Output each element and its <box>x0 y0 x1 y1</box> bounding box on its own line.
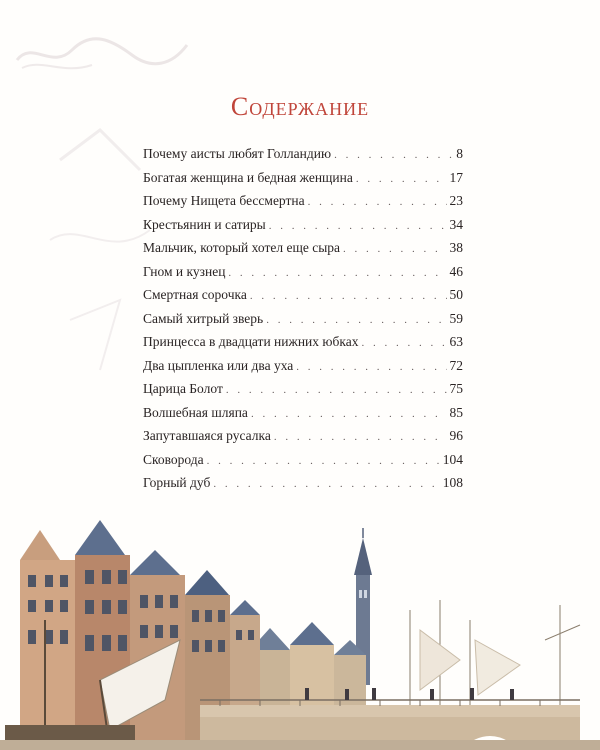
toc-entry <box>143 240 463 264</box>
toc-page-number: 104 <box>442 451 463 467</box>
toc-page-number: 108 <box>442 475 463 490</box>
toc-entry-title: Волшебная шляпа <box>143 404 248 420</box>
toc-entry-title: Богатая женщина и бедная женщина <box>143 169 353 185</box>
toc-entry-title: Мальчик, который хотел еще сыра <box>143 240 341 255</box>
toc-entry-title: Два цыпленка или два уха <box>143 357 294 373</box>
toc-page-number: 72 <box>449 357 463 373</box>
toc-dot-leader <box>250 290 447 302</box>
toc-dot-leader <box>251 408 447 420</box>
faint-ornament <box>12 20 192 80</box>
toc-entry-title: Смертная сорочка <box>143 287 247 302</box>
toc-entry <box>143 405 463 429</box>
toc-entry <box>143 381 463 405</box>
toc-dot-leader <box>308 196 447 208</box>
toc-dot-leader <box>343 243 446 255</box>
toc-dot-leader <box>228 267 446 279</box>
toc-entry <box>143 193 463 217</box>
toc-dot-leader <box>361 337 446 349</box>
toc-dot-leader <box>226 384 447 396</box>
table-of-contents <box>143 146 463 499</box>
toc-entry-title: Гном и кузнец <box>143 263 226 279</box>
toc-page-number: 23 <box>449 193 463 208</box>
toc-entry <box>143 452 463 476</box>
toc-dot-leader <box>356 173 447 185</box>
toc-entry-title: Сковорода <box>143 451 204 467</box>
toc-entry <box>143 146 463 170</box>
toc-dot-leader <box>269 220 447 232</box>
toc-dot-leader <box>274 431 447 443</box>
toc-dot-leader <box>296 361 446 373</box>
toc-dot-leader <box>266 314 446 326</box>
toc-page-number: 46 <box>449 263 463 279</box>
toc-page-number: 50 <box>449 287 463 302</box>
toc-dot-leader <box>213 478 439 490</box>
toc-entry-title: Почему Нищета бессмертна <box>143 193 305 208</box>
toc-entry-title: Принцесса в двадцати нижних юбках <box>143 334 359 349</box>
toc-entry <box>143 264 463 288</box>
toc-page-number: 63 <box>449 334 463 349</box>
toc-entry-title: Запутавшаяся русалка <box>143 428 271 443</box>
toc-entry-title: Горный дуб <box>143 475 211 490</box>
toc-entry <box>143 428 463 452</box>
toc-page-number: 85 <box>449 404 463 420</box>
toc-entry <box>143 358 463 382</box>
toc-entry-title: Почему аисты любят Голландию <box>143 146 332 161</box>
toc-entry <box>143 334 463 358</box>
toc-entry-title: Царица Болот <box>143 381 223 396</box>
toc-page-number: 75 <box>449 381 463 396</box>
toc-page-number: 8 <box>456 146 463 161</box>
toc-entry <box>143 287 463 311</box>
toc-dot-leader <box>207 455 440 467</box>
toc-page-number: 96 <box>449 428 463 443</box>
toc-entry <box>143 217 463 241</box>
canal-quay <box>0 740 600 750</box>
canal-cityscape-illustration <box>0 500 600 750</box>
toc-entry <box>143 475 463 499</box>
toc-dot-leader <box>334 149 453 161</box>
toc-entry <box>143 311 463 335</box>
page-title: Содержание <box>230 92 370 121</box>
toc-page-number: 59 <box>449 310 463 326</box>
toc-entry-title: Самый хитрый зверь <box>143 310 264 326</box>
faint-background-sketch <box>40 120 160 400</box>
toc-page-number: 38 <box>449 240 463 255</box>
toc-page-number: 34 <box>449 216 463 232</box>
toc-page-number: 17 <box>449 169 463 185</box>
toc-entry <box>143 170 463 194</box>
toc-entry-title: Крестьянин и сатиры <box>143 216 266 232</box>
